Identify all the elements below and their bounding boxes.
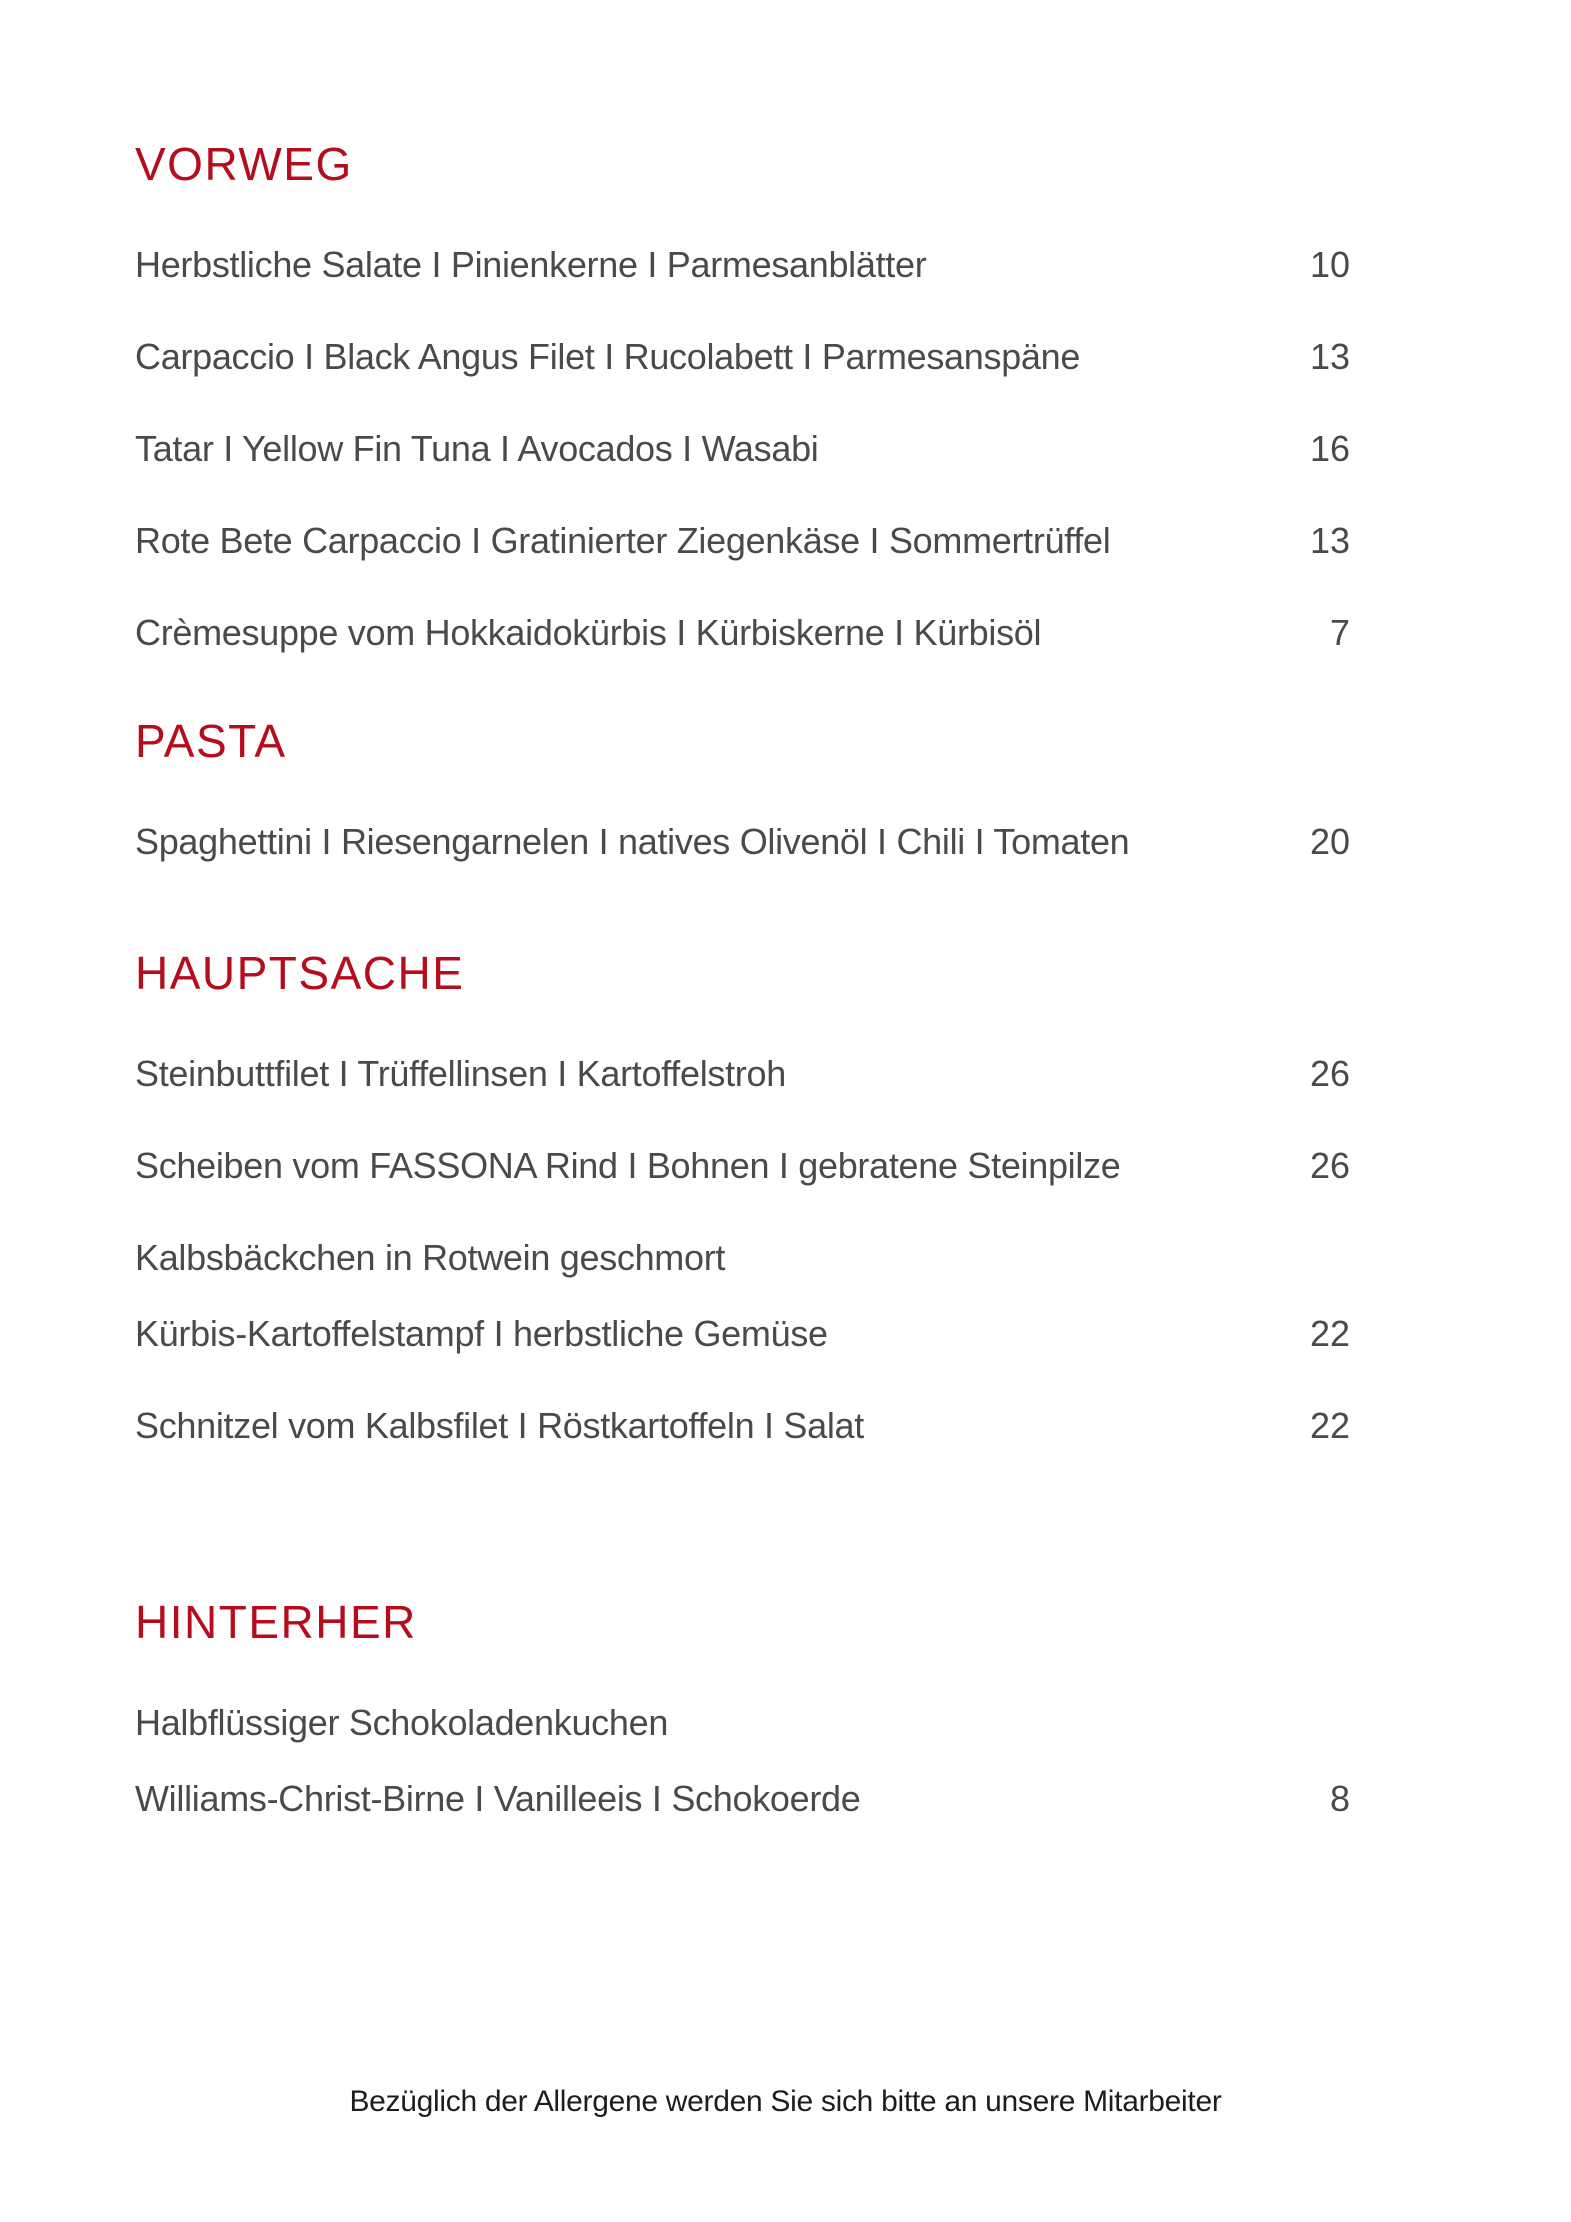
item-price: 16 (1309, 428, 1350, 469)
item-name (135, 607, 1280, 659)
section-items (135, 239, 1350, 659)
menu-item (135, 816, 1350, 868)
item-line: Kürbis-Kartoffelstampf I herbstliche Gemüse (135, 1313, 828, 1354)
item-line: Steinbuttfilet I Trüffellinsen I Kartoffelstroh (135, 1053, 786, 1094)
item-line: Spaghettini I Riesengarnelen I natives Olivenöl I Chili I Tomaten (135, 821, 1130, 862)
item-name (135, 423, 1280, 475)
menu-section (135, 134, 1350, 659)
menu-item (135, 1232, 1350, 1360)
section-title: PASTA (135, 715, 287, 767)
item-line: Carpaccio I Black Angus Filet I Rucolabett I Parmesanspäne (135, 336, 1081, 377)
item-name (135, 1048, 1280, 1100)
item-line: Kalbsbäckchen in Rotwein geschmort (135, 1237, 726, 1278)
menu-item (135, 1400, 1350, 1452)
item-line: Rote Bete Carpaccio I Gratinierter Ziegenkäse I Sommertrüffel (135, 520, 1111, 561)
allergen-footer-note: Bezüglich der Allergene werden Sie sich bitte an unsere Mitarbeiter (349, 2085, 1222, 2118)
item-name (135, 1697, 1280, 1825)
item-name (135, 239, 1280, 291)
menu-item (135, 1697, 1350, 1825)
section-items (135, 1048, 1350, 1452)
item-line: Tatar I Yellow Fin Tuna I Avocados I Wasabi (135, 428, 819, 469)
item-name (135, 816, 1280, 868)
item-line: Williams-Christ-Birne I Vanilleeis I Schokoerde (135, 1778, 861, 1819)
item-line: Schnitzel vom Kalbsfilet I Röstkartoffeln I Salat (135, 1405, 864, 1446)
item-price: 13 (1309, 336, 1350, 377)
menu-item (135, 1140, 1350, 1192)
menu-section (135, 1592, 1350, 1825)
section-title: VORWEG (135, 138, 353, 190)
item-price: 22 (1309, 1405, 1350, 1446)
item-price: 20 (1309, 821, 1350, 862)
item-name (135, 331, 1280, 383)
item-price: 7 (1329, 612, 1350, 653)
menu-item (135, 607, 1350, 659)
item-line: Halbflüssiger Schokoladenkuchen (135, 1702, 669, 1743)
menu-item (135, 1048, 1350, 1100)
item-price: 26 (1309, 1145, 1350, 1186)
item-name (135, 1400, 1280, 1452)
item-name (135, 515, 1280, 567)
menu-section (135, 943, 1350, 1452)
item-price: 26 (1309, 1053, 1350, 1094)
menu-item (135, 331, 1350, 383)
section-title: HAUPTSACHE (135, 947, 465, 999)
item-name (135, 1232, 1280, 1360)
section-items (135, 1697, 1350, 1825)
item-name (135, 1140, 1280, 1192)
item-price: 13 (1309, 520, 1350, 561)
section-title: HINTERHER (135, 1596, 417, 1648)
item-line: Scheiben vom FASSONA Rind I Bohnen I gebratene Steinpilze (135, 1145, 1121, 1186)
item-price: 22 (1309, 1313, 1350, 1354)
menu-item (135, 239, 1350, 291)
item-line: Herbstliche Salate I Pinienkerne I Parmesanblätter (135, 244, 927, 285)
item-price: 8 (1329, 1778, 1350, 1819)
item-price: 10 (1309, 244, 1350, 285)
menu-item (135, 515, 1350, 567)
section-items (135, 816, 1350, 868)
menu-item (135, 423, 1350, 475)
item-line: Crèmesuppe vom Hokkaidokürbis I Kürbiskerne I Kürbisöl (135, 612, 1042, 653)
menu-section (135, 711, 1350, 868)
